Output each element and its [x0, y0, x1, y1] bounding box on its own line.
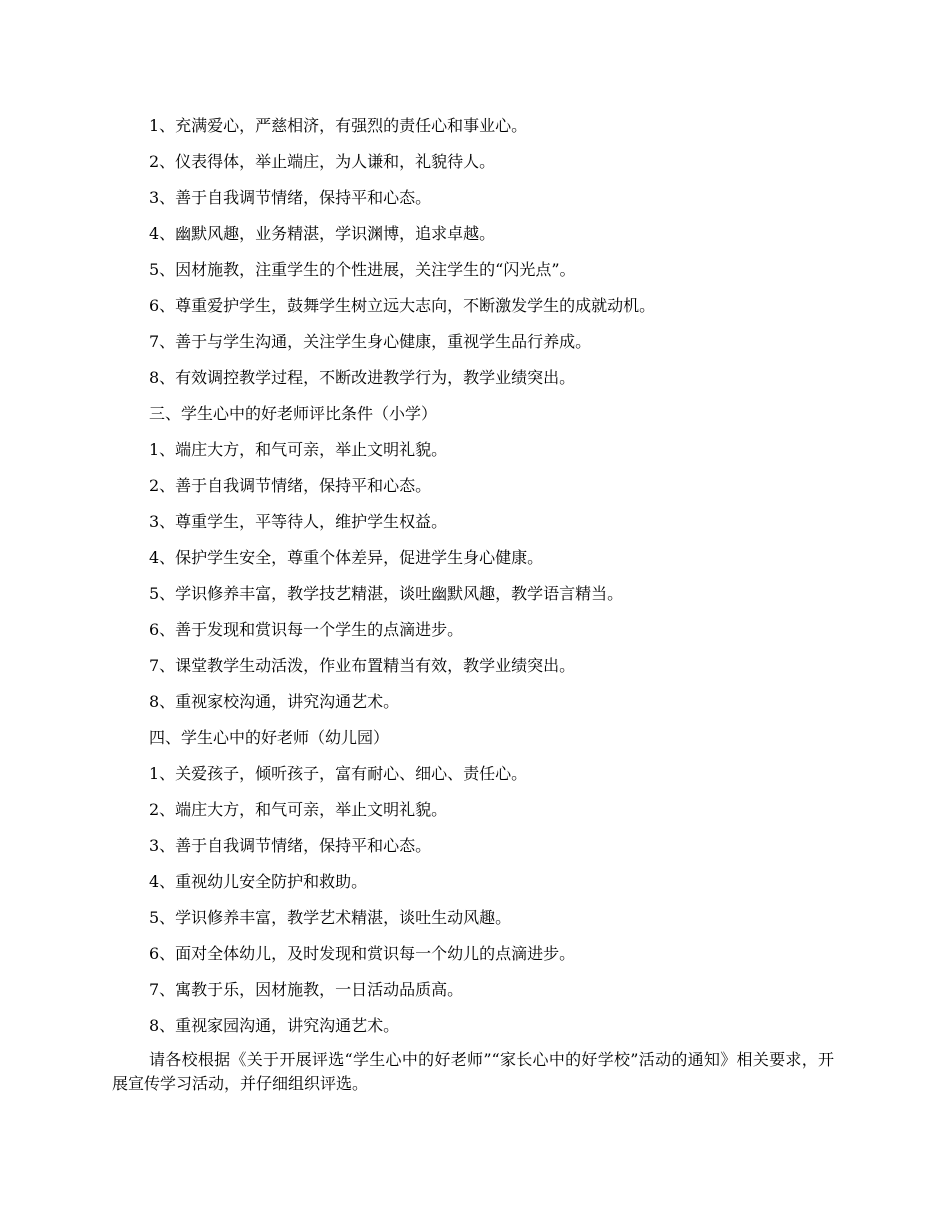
- list-item: 6、尊重爱护学生，鼓舞学生树立远大志向，不断激发学生的成就动机。: [149, 296, 656, 315]
- list-item: 5、因材施教，注重学生的个性进展，关注学生的“闪光点”。: [149, 260, 576, 279]
- list-item: 1、关爱孩子，倾听孩子，富有耐心、细心、责任心。: [149, 764, 528, 783]
- criteria-list-kindergarten: [112, 756, 834, 1044]
- list-item: 5、学识修养丰富，教学艺术精湛，谈吐生动风趣。: [149, 908, 512, 927]
- closing-paragraph: 请各校根据《关于开展评选“学生心中的好老师”“家长心中的好学校”活动的通知》相关要求，开展宣传学习活动，并仔细组织评选。: [112, 1050, 834, 1093]
- list-item: 2、仪表得体，举止端庄，为人谦和，礼貌待人。: [149, 152, 496, 171]
- section-heading-kindergarten: 四、学生心中的好老师（幼儿园）: [149, 728, 390, 747]
- list-item: 6、善于发现和赏识每一个学生的点滴进步。: [149, 620, 464, 639]
- list-item: 7、课堂教学生动活泼，作业布置精当有效，教学业绩突出。: [149, 656, 576, 675]
- list-item: 4、保护学生安全，尊重个体差异，促进学生身心健康。: [149, 548, 544, 567]
- list-item: 7、善于与学生沟通，关注学生身心健康，重视学生品行养成。: [149, 332, 592, 351]
- list-item: 6、面对全体幼儿，及时发现和赏识每一个幼儿的点滴进步。: [149, 944, 576, 963]
- list-item: 3、善于自我调节情绪，保持平和心态。: [149, 836, 432, 855]
- list-item: 8、重视家园沟通，讲究沟通艺术。: [149, 1016, 400, 1035]
- criteria-list-primary: [112, 432, 834, 720]
- list-item: 4、重视幼儿安全防护和救助。: [149, 872, 368, 891]
- criteria-list-general: [112, 108, 834, 396]
- document-body: [112, 108, 834, 1112]
- list-item: 2、善于自我调节情绪，保持平和心态。: [149, 476, 432, 495]
- list-item: 7、寓教于乐，因材施教，一日活动品质高。: [149, 980, 464, 999]
- list-item: 4、幽默风趣，业务精湛，学识渊博，追求卓越。: [149, 224, 496, 243]
- list-item: 3、尊重学生，平等待人，维护学生权益。: [149, 512, 448, 531]
- list-item: 1、端庄大方，和气可亲，举止文明礼貌。: [149, 440, 448, 459]
- list-item: 2、端庄大方，和气可亲，举止文明礼貌。: [149, 800, 448, 819]
- list-item: 8、重视家校沟通，讲究沟通艺术。: [149, 692, 400, 711]
- section-heading-primary: 三、学生心中的好老师评比条件（小学）: [149, 404, 438, 423]
- list-item: 5、学识修养丰富，教学技艺精湛，谈吐幽默风趣，教学语言精当。: [149, 584, 624, 603]
- list-item: 8、有效调控教学过程，不断改进教学行为，教学业绩突出。: [149, 368, 576, 387]
- list-item: 1、充满爱心，严慈相济，有强烈的责任心和事业心。: [149, 116, 528, 135]
- list-item: 3、善于自我调节情绪，保持平和心态。: [149, 188, 432, 207]
